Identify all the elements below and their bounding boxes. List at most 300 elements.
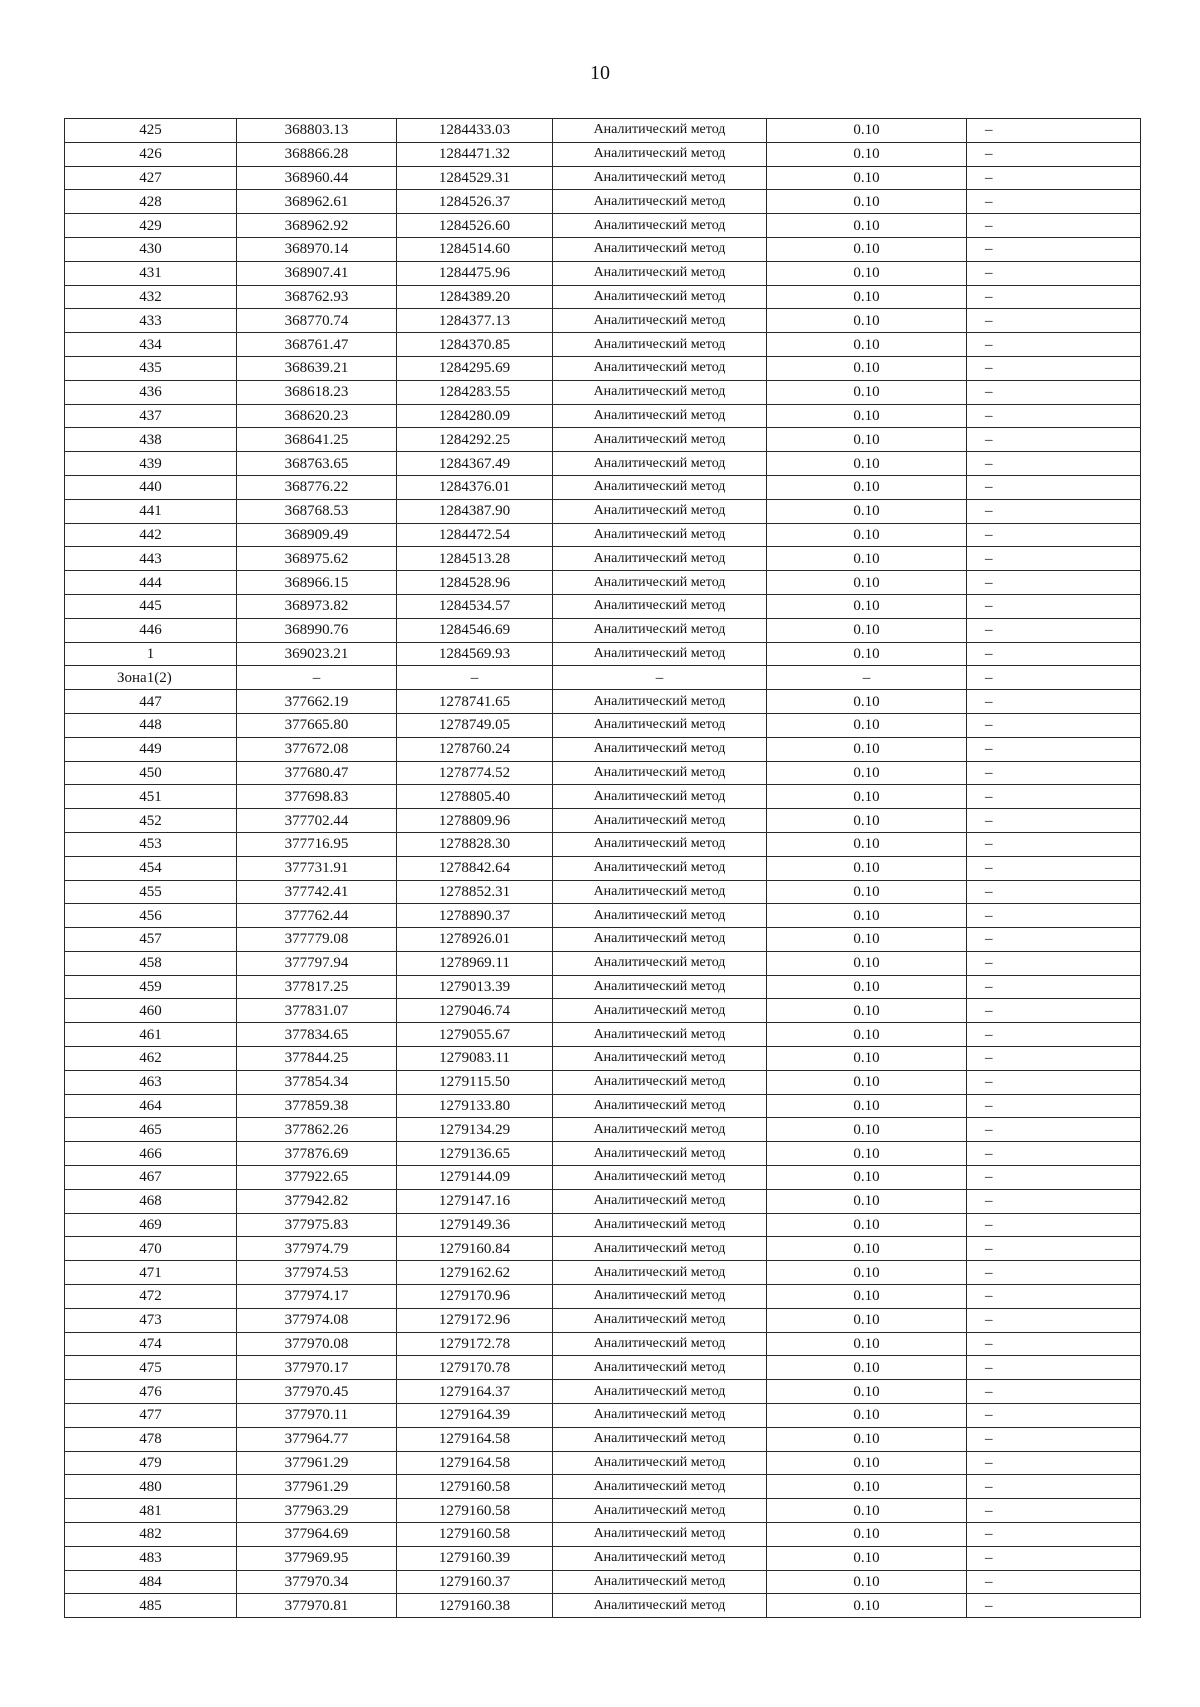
accuracy-cell: 0.10: [767, 1594, 967, 1618]
method-cell: Аналитический метод: [553, 1285, 767, 1309]
description-cell: –: [967, 880, 1141, 904]
description-cell: –: [967, 904, 1141, 928]
x-coordinate-cell: 377844.25: [237, 1047, 397, 1071]
table-row: [65, 1023, 1141, 1047]
table-row: [65, 713, 1141, 737]
y-coordinate-cell: 1284513.28: [397, 547, 553, 571]
point-number-cell: 1: [65, 642, 237, 666]
x-coordinate-cell: 377762.44: [237, 904, 397, 928]
accuracy-cell: 0.10: [767, 999, 967, 1023]
point-number-cell: 441: [65, 499, 237, 523]
y-coordinate-cell: 1278749.05: [397, 713, 553, 737]
x-coordinate-cell: 377817.25: [237, 975, 397, 999]
y-coordinate-cell: 1279134.29: [397, 1118, 553, 1142]
table-row: [65, 761, 1141, 785]
x-coordinate-cell: 377831.07: [237, 999, 397, 1023]
description-cell: –: [967, 1213, 1141, 1237]
accuracy-cell: 0.10: [767, 1285, 967, 1309]
point-number-cell: 464: [65, 1094, 237, 1118]
table-row: [65, 190, 1141, 214]
point-number-cell: 445: [65, 594, 237, 618]
method-cell: Аналитический метод: [553, 594, 767, 618]
description-cell: –: [967, 1094, 1141, 1118]
table-row: [65, 356, 1141, 380]
point-number-cell: 466: [65, 1142, 237, 1166]
description-cell: –: [967, 119, 1141, 143]
accuracy-cell: 0.10: [767, 285, 967, 309]
y-coordinate-cell: 1279164.39: [397, 1404, 553, 1428]
point-number-cell: 437: [65, 404, 237, 428]
point-number-cell: 446: [65, 618, 237, 642]
table-row: [65, 1332, 1141, 1356]
y-coordinate-cell: 1278774.52: [397, 761, 553, 785]
accuracy-cell: 0.10: [767, 523, 967, 547]
accuracy-cell: 0.10: [767, 1047, 967, 1071]
coordinates-table: [64, 118, 1141, 1618]
point-number-cell: 479: [65, 1451, 237, 1475]
table-row: [65, 975, 1141, 999]
x-coordinate-cell: 368641.25: [237, 428, 397, 452]
y-coordinate-cell: 1284472.54: [397, 523, 553, 547]
zone-table-section-1: [65, 119, 1141, 666]
description-cell: –: [967, 142, 1141, 166]
method-cell: Аналитический метод: [553, 1070, 767, 1094]
method-cell: Аналитический метод: [553, 1047, 767, 1071]
accuracy-cell: 0.10: [767, 1189, 967, 1213]
table-row: [65, 1285, 1141, 1309]
point-number-cell: 470: [65, 1237, 237, 1261]
y-coordinate-cell: 1284283.55: [397, 380, 553, 404]
accuracy-cell: 0.10: [767, 1523, 967, 1547]
x-coordinate-cell: 377975.83: [237, 1213, 397, 1237]
method-cell: Аналитический метод: [553, 1308, 767, 1332]
table-row: [65, 333, 1141, 357]
y-coordinate-cell: 1279160.38: [397, 1594, 553, 1618]
point-number-cell: 444: [65, 571, 237, 595]
description-cell: –: [967, 594, 1141, 618]
point-number-cell: 463: [65, 1070, 237, 1094]
description-cell: –: [967, 951, 1141, 975]
point-number-cell: 429: [65, 214, 237, 238]
table-row: [65, 1094, 1141, 1118]
y-coordinate-cell: 1278926.01: [397, 928, 553, 952]
point-number-cell: 440: [65, 475, 237, 499]
accuracy-cell: 0.10: [767, 190, 967, 214]
method-cell: Аналитический метод: [553, 928, 767, 952]
x-coordinate-cell: 368761.47: [237, 333, 397, 357]
x-coordinate-cell: 368768.53: [237, 499, 397, 523]
y-coordinate-cell: 1279149.36: [397, 1213, 553, 1237]
accuracy-cell: 0.10: [767, 547, 967, 571]
point-number-cell: 472: [65, 1285, 237, 1309]
method-cell: Аналитический метод: [553, 856, 767, 880]
x-coordinate-cell: 377970.45: [237, 1380, 397, 1404]
x-coordinate-cell: 377969.95: [237, 1546, 397, 1570]
y-coordinate-cell: 1279160.58: [397, 1499, 553, 1523]
x-coordinate-cell: 368762.93: [237, 285, 397, 309]
method-cell: Аналитический метод: [553, 404, 767, 428]
x-coordinate-cell: 368975.62: [237, 547, 397, 571]
y-coordinate-cell: 1284295.69: [397, 356, 553, 380]
accuracy-cell: 0.10: [767, 1237, 967, 1261]
accuracy-cell: 0.10: [767, 404, 967, 428]
description-cell: –: [967, 832, 1141, 856]
y-coordinate-cell: 1278890.37: [397, 904, 553, 928]
y-coordinate-cell: 1284377.13: [397, 309, 553, 333]
point-number-cell: 471: [65, 1261, 237, 1285]
y-coordinate-cell: 1284569.93: [397, 642, 553, 666]
table-row: [65, 642, 1141, 666]
method-cell: Аналитический метод: [553, 380, 767, 404]
method-cell: Аналитический метод: [553, 1023, 767, 1047]
method-cell: Аналитический метод: [553, 761, 767, 785]
accuracy-cell: 0.10: [767, 809, 967, 833]
point-number-cell: 469: [65, 1213, 237, 1237]
point-number-cell: 434: [65, 333, 237, 357]
table-row: [65, 404, 1141, 428]
x-coordinate-cell: 377779.08: [237, 928, 397, 952]
zone-header-section: [65, 666, 1141, 690]
accuracy-cell: 0.10: [767, 475, 967, 499]
table-row: [65, 1380, 1141, 1404]
accuracy-cell: 0.10: [767, 499, 967, 523]
point-number-cell: 448: [65, 713, 237, 737]
point-number-cell: 425: [65, 119, 237, 143]
zone-table-section-2: [65, 690, 1141, 1618]
y-coordinate-cell: 1278828.30: [397, 832, 553, 856]
y-coordinate-cell: 1284475.96: [397, 261, 553, 285]
method-cell: Аналитический метод: [553, 237, 767, 261]
point-number-cell: 459: [65, 975, 237, 999]
method-cell: Аналитический метод: [553, 499, 767, 523]
x-coordinate-cell: 377922.65: [237, 1166, 397, 1190]
method-cell: Аналитический метод: [553, 285, 767, 309]
method-cell: Аналитический метод: [553, 880, 767, 904]
table-row: [65, 1142, 1141, 1166]
x-coordinate-cell: 368990.76: [237, 618, 397, 642]
description-cell: –: [967, 761, 1141, 785]
method-cell: Аналитический метод: [553, 1594, 767, 1618]
zone-x-cell: –: [237, 666, 397, 690]
point-number-cell: 450: [65, 761, 237, 785]
table-row: [65, 571, 1141, 595]
accuracy-cell: 0.10: [767, 380, 967, 404]
x-coordinate-cell: 377974.17: [237, 1285, 397, 1309]
description-cell: –: [967, 1189, 1141, 1213]
accuracy-cell: 0.10: [767, 1261, 967, 1285]
y-coordinate-cell: 1279162.62: [397, 1261, 553, 1285]
x-coordinate-cell: 377716.95: [237, 832, 397, 856]
method-cell: Аналитический метод: [553, 1166, 767, 1190]
accuracy-cell: 0.10: [767, 1070, 967, 1094]
point-number-cell: 484: [65, 1570, 237, 1594]
table-row: [65, 880, 1141, 904]
method-cell: Аналитический метод: [553, 1499, 767, 1523]
description-cell: –: [967, 809, 1141, 833]
accuracy-cell: 0.10: [767, 356, 967, 380]
y-coordinate-cell: 1284526.37: [397, 190, 553, 214]
description-cell: –: [967, 713, 1141, 737]
point-number-cell: 452: [65, 809, 237, 833]
y-coordinate-cell: 1278852.31: [397, 880, 553, 904]
table-row: [65, 309, 1141, 333]
table-row: [65, 594, 1141, 618]
y-coordinate-cell: 1279136.65: [397, 1142, 553, 1166]
y-coordinate-cell: 1284367.49: [397, 452, 553, 476]
description-cell: –: [967, 1237, 1141, 1261]
method-cell: Аналитический метод: [553, 190, 767, 214]
method-cell: Аналитический метод: [553, 904, 767, 928]
method-cell: Аналитический метод: [553, 1451, 767, 1475]
description-cell: –: [967, 166, 1141, 190]
accuracy-cell: 0.10: [767, 690, 967, 714]
x-coordinate-cell: 377797.94: [237, 951, 397, 975]
x-coordinate-cell: 377698.83: [237, 785, 397, 809]
x-coordinate-cell: 377964.77: [237, 1427, 397, 1451]
description-cell: –: [967, 785, 1141, 809]
table-row: [65, 785, 1141, 809]
point-number-cell: 449: [65, 737, 237, 761]
table-row: [65, 951, 1141, 975]
description-cell: –: [967, 380, 1141, 404]
accuracy-cell: 0.10: [767, 785, 967, 809]
y-coordinate-cell: 1279170.78: [397, 1356, 553, 1380]
description-cell: –: [967, 1356, 1141, 1380]
accuracy-cell: 0.10: [767, 856, 967, 880]
y-coordinate-cell: 1279172.78: [397, 1332, 553, 1356]
table-row: [65, 452, 1141, 476]
x-coordinate-cell: 377970.17: [237, 1356, 397, 1380]
table-row: [65, 237, 1141, 261]
point-number-cell: 468: [65, 1189, 237, 1213]
point-number-cell: 482: [65, 1523, 237, 1547]
x-coordinate-cell: 377942.82: [237, 1189, 397, 1213]
x-coordinate-cell: 368966.15: [237, 571, 397, 595]
x-coordinate-cell: 377961.29: [237, 1451, 397, 1475]
accuracy-cell: 0.10: [767, 1499, 967, 1523]
description-cell: –: [967, 547, 1141, 571]
x-coordinate-cell: 377731.91: [237, 856, 397, 880]
y-coordinate-cell: 1279160.58: [397, 1475, 553, 1499]
accuracy-cell: 0.10: [767, 452, 967, 476]
point-number-cell: 461: [65, 1023, 237, 1047]
description-cell: –: [967, 261, 1141, 285]
table-row: [65, 119, 1141, 143]
y-coordinate-cell: 1284389.20: [397, 285, 553, 309]
point-number-cell: 451: [65, 785, 237, 809]
method-cell: Аналитический метод: [553, 1261, 767, 1285]
x-coordinate-cell: 368909.49: [237, 523, 397, 547]
method-cell: Аналитический метод: [553, 1118, 767, 1142]
method-cell: Аналитический метод: [553, 1380, 767, 1404]
zone-accuracy-cell: –: [767, 666, 967, 690]
method-cell: Аналитический метод: [553, 1237, 767, 1261]
point-number-cell: 426: [65, 142, 237, 166]
x-coordinate-cell: 377665.80: [237, 713, 397, 737]
table-row: [65, 1451, 1141, 1475]
method-cell: Аналитический метод: [553, 1427, 767, 1451]
table-row: [65, 1404, 1141, 1428]
y-coordinate-cell: 1284376.01: [397, 475, 553, 499]
point-number-cell: 485: [65, 1594, 237, 1618]
table-row: [65, 214, 1141, 238]
point-number-cell: 481: [65, 1499, 237, 1523]
method-cell: Аналитический метод: [553, 523, 767, 547]
method-cell: Аналитический метод: [553, 166, 767, 190]
point-number-cell: 454: [65, 856, 237, 880]
x-coordinate-cell: 377854.34: [237, 1070, 397, 1094]
table-row: [65, 380, 1141, 404]
x-coordinate-cell: 377964.69: [237, 1523, 397, 1547]
description-cell: –: [967, 237, 1141, 261]
table-row: [65, 1070, 1141, 1094]
y-coordinate-cell: 1279164.37: [397, 1380, 553, 1404]
y-coordinate-cell: 1279160.37: [397, 1570, 553, 1594]
accuracy-cell: 0.10: [767, 904, 967, 928]
description-cell: –: [967, 1166, 1141, 1190]
x-coordinate-cell: 377859.38: [237, 1094, 397, 1118]
accuracy-cell: 0.10: [767, 880, 967, 904]
method-cell: Аналитический метод: [553, 832, 767, 856]
description-cell: –: [967, 214, 1141, 238]
y-coordinate-cell: 1284514.60: [397, 237, 553, 261]
accuracy-cell: 0.10: [767, 1404, 967, 1428]
method-cell: Аналитический метод: [553, 737, 767, 761]
table-row: [65, 475, 1141, 499]
y-coordinate-cell: 1284546.69: [397, 618, 553, 642]
method-cell: Аналитический метод: [553, 1570, 767, 1594]
method-cell: Аналитический метод: [553, 1332, 767, 1356]
y-coordinate-cell: 1279172.96: [397, 1308, 553, 1332]
table-row: [65, 1523, 1141, 1547]
x-coordinate-cell: 368639.21: [237, 356, 397, 380]
method-cell: Аналитический метод: [553, 1475, 767, 1499]
table-row: [65, 142, 1141, 166]
description-cell: –: [967, 642, 1141, 666]
description-cell: –: [967, 1047, 1141, 1071]
accuracy-cell: 0.10: [767, 1213, 967, 1237]
table-row: [65, 285, 1141, 309]
x-coordinate-cell: 368770.74: [237, 309, 397, 333]
point-number-cell: 447: [65, 690, 237, 714]
y-coordinate-cell: 1284471.32: [397, 142, 553, 166]
table-row: [65, 166, 1141, 190]
table-row: [65, 690, 1141, 714]
table-row: [65, 809, 1141, 833]
table-row: [65, 1356, 1141, 1380]
zone-description-cell: –: [967, 666, 1141, 690]
point-number-cell: 443: [65, 547, 237, 571]
method-cell: Аналитический метод: [553, 1094, 767, 1118]
table-row: [65, 523, 1141, 547]
table-row: [65, 1546, 1141, 1570]
method-cell: Аналитический метод: [553, 951, 767, 975]
description-cell: –: [967, 1308, 1141, 1332]
method-cell: Аналитический метод: [553, 785, 767, 809]
accuracy-cell: 0.10: [767, 928, 967, 952]
y-coordinate-cell: 1278760.24: [397, 737, 553, 761]
point-number-cell: 476: [65, 1380, 237, 1404]
point-number-cell: 477: [65, 1404, 237, 1428]
x-coordinate-cell: 377742.41: [237, 880, 397, 904]
description-cell: –: [967, 356, 1141, 380]
accuracy-cell: 0.10: [767, 618, 967, 642]
accuracy-cell: 0.10: [767, 119, 967, 143]
description-cell: –: [967, 404, 1141, 428]
x-coordinate-cell: 377961.29: [237, 1475, 397, 1499]
method-cell: Аналитический метод: [553, 428, 767, 452]
accuracy-cell: 0.10: [767, 1094, 967, 1118]
x-coordinate-cell: 368970.14: [237, 237, 397, 261]
y-coordinate-cell: 1279160.39: [397, 1546, 553, 1570]
description-cell: –: [967, 523, 1141, 547]
y-coordinate-cell: 1279164.58: [397, 1451, 553, 1475]
table-row: [65, 1189, 1141, 1213]
description-cell: –: [967, 1427, 1141, 1451]
description-cell: –: [967, 690, 1141, 714]
accuracy-cell: 0.10: [767, 1475, 967, 1499]
method-cell: Аналитический метод: [553, 333, 767, 357]
table-row: [65, 428, 1141, 452]
x-coordinate-cell: 377862.26: [237, 1118, 397, 1142]
description-cell: –: [967, 571, 1141, 595]
point-number-cell: 427: [65, 166, 237, 190]
point-number-cell: 432: [65, 285, 237, 309]
accuracy-cell: 0.10: [767, 571, 967, 595]
accuracy-cell: 0.10: [767, 1570, 967, 1594]
y-coordinate-cell: 1279055.67: [397, 1023, 553, 1047]
point-number-cell: 439: [65, 452, 237, 476]
table-row: [65, 737, 1141, 761]
zone-method-cell: –: [553, 666, 767, 690]
y-coordinate-cell: 1284387.90: [397, 499, 553, 523]
y-coordinate-cell: 1278842.64: [397, 856, 553, 880]
y-coordinate-cell: 1279144.09: [397, 1166, 553, 1190]
y-coordinate-cell: 1279160.84: [397, 1237, 553, 1261]
method-cell: Аналитический метод: [553, 1213, 767, 1237]
point-number-cell: 457: [65, 928, 237, 952]
point-number-cell: 462: [65, 1047, 237, 1071]
description-cell: –: [967, 285, 1141, 309]
table-row: [65, 261, 1141, 285]
accuracy-cell: 0.10: [767, 1308, 967, 1332]
x-coordinate-cell: 369023.21: [237, 642, 397, 666]
method-cell: Аналитический метод: [553, 809, 767, 833]
accuracy-cell: 0.10: [767, 713, 967, 737]
method-cell: Аналитический метод: [553, 1546, 767, 1570]
description-cell: –: [967, 1261, 1141, 1285]
description-cell: –: [967, 1118, 1141, 1142]
accuracy-cell: 0.10: [767, 1546, 967, 1570]
description-cell: –: [967, 333, 1141, 357]
table-row: [65, 1570, 1141, 1594]
y-coordinate-cell: 1284529.31: [397, 166, 553, 190]
description-cell: –: [967, 737, 1141, 761]
point-number-cell: 474: [65, 1332, 237, 1356]
zone-y-cell: –: [397, 666, 553, 690]
method-cell: Аналитический метод: [553, 142, 767, 166]
point-number-cell: 442: [65, 523, 237, 547]
description-cell: –: [967, 928, 1141, 952]
description-cell: –: [967, 452, 1141, 476]
y-coordinate-cell: 1279115.50: [397, 1070, 553, 1094]
table-row: [65, 1475, 1141, 1499]
x-coordinate-cell: 377970.11: [237, 1404, 397, 1428]
y-coordinate-cell: 1284292.25: [397, 428, 553, 452]
method-cell: Аналитический метод: [553, 571, 767, 595]
table-row: [65, 1427, 1141, 1451]
table-row: [65, 1166, 1141, 1190]
